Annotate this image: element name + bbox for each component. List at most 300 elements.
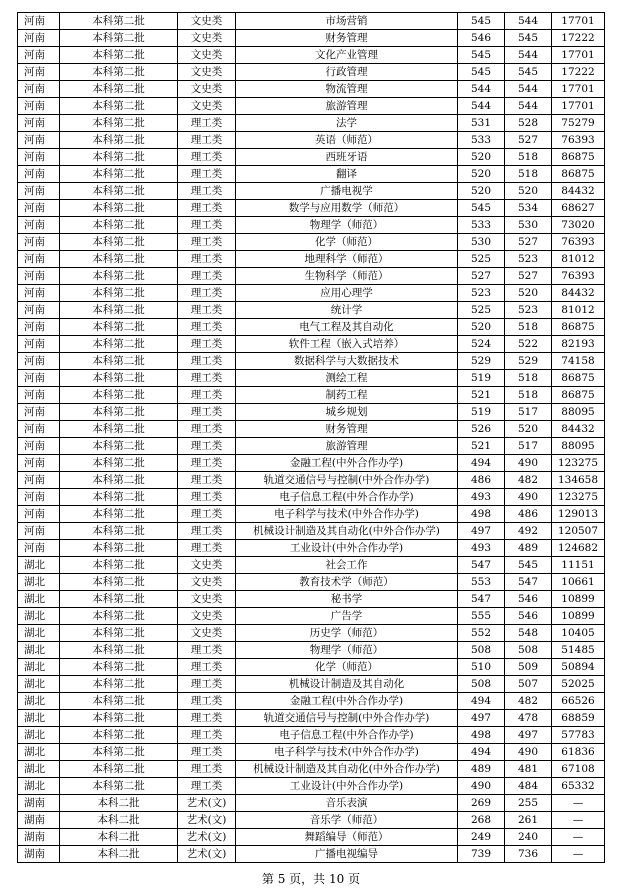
- category-cell: 理工类: [178, 387, 236, 404]
- min-score-cell: 492: [505, 523, 552, 540]
- min-score-cell: 518: [505, 370, 552, 387]
- min-score-cell: 523: [505, 251, 552, 268]
- table-row: [18, 353, 605, 370]
- max-score-cell: 498: [458, 727, 505, 744]
- max-score-cell: 545: [458, 13, 505, 30]
- max-score-cell: 525: [458, 251, 505, 268]
- batch-cell: 本科第二批: [60, 778, 178, 795]
- table-row: [18, 421, 605, 438]
- major-cell: 翻译: [236, 166, 458, 183]
- min-score-cell: 520: [505, 421, 552, 438]
- table-row: [18, 217, 605, 234]
- batch-cell: 本科第二批: [60, 166, 178, 183]
- province-cell: 河南: [18, 200, 60, 217]
- table-body: [18, 13, 605, 863]
- max-score-cell: 545: [458, 64, 505, 81]
- province-cell: 湖南: [18, 812, 60, 829]
- category-cell: 理工类: [178, 149, 236, 166]
- table-row: [18, 846, 605, 863]
- rank-cell: 84432: [552, 421, 605, 438]
- major-cell: 财务管理: [236, 30, 458, 47]
- min-score-cell: 518: [505, 166, 552, 183]
- max-score-cell: 521: [458, 438, 505, 455]
- rank-cell: 17701: [552, 81, 605, 98]
- rank-cell: 52025: [552, 676, 605, 693]
- major-cell: 数学与应用数学（师范）: [236, 200, 458, 217]
- min-score-cell: 520: [505, 183, 552, 200]
- rank-cell: 82193: [552, 336, 605, 353]
- min-score-cell: 518: [505, 149, 552, 166]
- category-cell: 文史类: [178, 30, 236, 47]
- province-cell: 湖北: [18, 761, 60, 778]
- category-cell: 艺术(文): [178, 846, 236, 863]
- max-score-cell: 521: [458, 387, 505, 404]
- max-score-cell: 555: [458, 608, 505, 625]
- batch-cell: 本科第二批: [60, 438, 178, 455]
- category-cell: 理工类: [178, 523, 236, 540]
- province-cell: 湖北: [18, 727, 60, 744]
- table-row: [18, 659, 605, 676]
- table-row: [18, 795, 605, 812]
- min-score-cell: 484: [505, 778, 552, 795]
- table-row: [18, 319, 605, 336]
- rank-cell: 50894: [552, 659, 605, 676]
- major-cell: 市场营销: [236, 13, 458, 30]
- major-cell: 金融工程(中外合作办学): [236, 455, 458, 472]
- batch-cell: 本科第二批: [60, 98, 178, 115]
- min-score-cell: 520: [505, 285, 552, 302]
- major-cell: 旅游管理: [236, 438, 458, 455]
- province-cell: 河南: [18, 47, 60, 64]
- major-cell: 城乡规划: [236, 404, 458, 421]
- category-cell: 理工类: [178, 642, 236, 659]
- major-cell: 应用心理学: [236, 285, 458, 302]
- major-cell: 音乐学（师范）: [236, 812, 458, 829]
- province-cell: 河南: [18, 523, 60, 540]
- rank-cell: 134658: [552, 472, 605, 489]
- min-score-cell: 546: [505, 591, 552, 608]
- rank-cell: 120507: [552, 523, 605, 540]
- table-row: [18, 149, 605, 166]
- table-row: [18, 625, 605, 642]
- max-score-cell: 508: [458, 642, 505, 659]
- batch-cell: 本科第二批: [60, 30, 178, 47]
- batch-cell: 本科第二批: [60, 523, 178, 540]
- max-score-cell: 497: [458, 710, 505, 727]
- category-cell: 理工类: [178, 183, 236, 200]
- max-score-cell: 493: [458, 489, 505, 506]
- province-cell: 河南: [18, 81, 60, 98]
- rank-cell: 76393: [552, 268, 605, 285]
- max-score-cell: 533: [458, 132, 505, 149]
- rank-cell: 81012: [552, 302, 605, 319]
- rank-cell: 10661: [552, 574, 605, 591]
- max-score-cell: 546: [458, 30, 505, 47]
- table-row: [18, 710, 605, 727]
- min-score-cell: 546: [505, 608, 552, 625]
- category-cell: 理工类: [178, 166, 236, 183]
- category-cell: 文史类: [178, 98, 236, 115]
- province-cell: 河南: [18, 268, 60, 285]
- rank-cell: 17701: [552, 98, 605, 115]
- province-cell: 河南: [18, 217, 60, 234]
- batch-cell: 本科第二批: [60, 183, 178, 200]
- major-cell: 社会工作: [236, 557, 458, 574]
- category-cell: 理工类: [178, 370, 236, 387]
- batch-cell: 本科第二批: [60, 251, 178, 268]
- batch-cell: 本科第二批: [60, 540, 178, 557]
- category-cell: 理工类: [178, 506, 236, 523]
- category-cell: 理工类: [178, 659, 236, 676]
- province-cell: 湖北: [18, 642, 60, 659]
- major-cell: 电子科学与技术(中外合作办学): [236, 744, 458, 761]
- province-cell: 湖北: [18, 591, 60, 608]
- min-score-cell: 545: [505, 557, 552, 574]
- major-cell: 电子科学与技术(中外合作办学): [236, 506, 458, 523]
- province-cell: 河南: [18, 438, 60, 455]
- major-cell: 文化产业管理: [236, 47, 458, 64]
- rank-cell: 88095: [552, 404, 605, 421]
- major-cell: 财务管理: [236, 421, 458, 438]
- max-score-cell: 523: [458, 285, 505, 302]
- min-score-cell: 528: [505, 115, 552, 132]
- max-score-cell: 545: [458, 47, 505, 64]
- max-score-cell: 268: [458, 812, 505, 829]
- batch-cell: 本科第二批: [60, 761, 178, 778]
- category-cell: 理工类: [178, 200, 236, 217]
- min-score-cell: 509: [505, 659, 552, 676]
- batch-cell: 本科第二批: [60, 404, 178, 421]
- rank-cell: 68859: [552, 710, 605, 727]
- max-score-cell: 524: [458, 336, 505, 353]
- rank-cell: 57783: [552, 727, 605, 744]
- batch-cell: 本科第二批: [60, 217, 178, 234]
- province-cell: 河南: [18, 30, 60, 47]
- category-cell: 理工类: [178, 710, 236, 727]
- major-cell: 行政管理: [236, 64, 458, 81]
- category-cell: 理工类: [178, 234, 236, 251]
- major-cell: 教育技术学（师范）: [236, 574, 458, 591]
- min-score-cell: 529: [505, 353, 552, 370]
- rank-cell: 66526: [552, 693, 605, 710]
- batch-cell: 本科第二批: [60, 506, 178, 523]
- province-cell: 湖南: [18, 846, 60, 863]
- max-score-cell: 519: [458, 404, 505, 421]
- category-cell: 理工类: [178, 132, 236, 149]
- min-score-cell: 507: [505, 676, 552, 693]
- table-row: [18, 285, 605, 302]
- min-score-cell: 518: [505, 319, 552, 336]
- batch-cell: 本科第二批: [60, 608, 178, 625]
- min-score-cell: 261: [505, 812, 552, 829]
- batch-cell: 本科第二批: [60, 642, 178, 659]
- max-score-cell: 547: [458, 591, 505, 608]
- province-cell: 河南: [18, 455, 60, 472]
- batch-cell: 本科第二批: [60, 200, 178, 217]
- table-row: [18, 387, 605, 404]
- major-cell: 地理科学（师范）: [236, 251, 458, 268]
- batch-cell: 本科第二批: [60, 149, 178, 166]
- province-cell: 河南: [18, 404, 60, 421]
- rank-cell: 74158: [552, 353, 605, 370]
- min-score-cell: 523: [505, 302, 552, 319]
- category-cell: 理工类: [178, 421, 236, 438]
- max-score-cell: 494: [458, 693, 505, 710]
- batch-cell: 本科第二批: [60, 574, 178, 591]
- min-score-cell: 490: [505, 455, 552, 472]
- batch-cell: 本科第二批: [60, 489, 178, 506]
- max-score-cell: 494: [458, 455, 505, 472]
- category-cell: 文史类: [178, 557, 236, 574]
- major-cell: 工业设计(中外合作办学): [236, 540, 458, 557]
- major-cell: 电子信息工程(中外合作办学): [236, 489, 458, 506]
- rank-cell: 17222: [552, 64, 605, 81]
- max-score-cell: 552: [458, 625, 505, 642]
- max-score-cell: 530: [458, 234, 505, 251]
- batch-cell: 本科第二批: [60, 591, 178, 608]
- min-score-cell: 497: [505, 727, 552, 744]
- max-score-cell: 529: [458, 353, 505, 370]
- province-cell: 河南: [18, 540, 60, 557]
- max-score-cell: 494: [458, 744, 505, 761]
- max-score-cell: 493: [458, 540, 505, 557]
- table-row: [18, 268, 605, 285]
- major-cell: 制药工程: [236, 387, 458, 404]
- rank-cell: 10899: [552, 608, 605, 625]
- rank-cell: 124682: [552, 540, 605, 557]
- batch-cell: 本科第二批: [60, 693, 178, 710]
- province-cell: 河南: [18, 302, 60, 319]
- province-cell: 湖北: [18, 778, 60, 795]
- province-cell: 河南: [18, 183, 60, 200]
- major-cell: 法学: [236, 115, 458, 132]
- batch-cell: 本科第二批: [60, 744, 178, 761]
- batch-cell: 本科第二批: [60, 710, 178, 727]
- max-score-cell: 520: [458, 319, 505, 336]
- table-row: [18, 744, 605, 761]
- rank-cell: 67108: [552, 761, 605, 778]
- category-cell: 理工类: [178, 404, 236, 421]
- max-score-cell: 520: [458, 166, 505, 183]
- table-row: [18, 30, 605, 47]
- major-cell: 机械设计制造及其自动化(中外合作办学): [236, 761, 458, 778]
- major-cell: 英语（师范）: [236, 132, 458, 149]
- max-score-cell: 544: [458, 81, 505, 98]
- category-cell: 理工类: [178, 744, 236, 761]
- min-score-cell: 486: [505, 506, 552, 523]
- min-score-cell: 482: [505, 472, 552, 489]
- rank-cell: —: [552, 812, 605, 829]
- province-cell: 河南: [18, 336, 60, 353]
- category-cell: 艺术(文): [178, 829, 236, 846]
- category-cell: 理工类: [178, 676, 236, 693]
- min-score-cell: 548: [505, 625, 552, 642]
- min-score-cell: 518: [505, 387, 552, 404]
- province-cell: 河南: [18, 234, 60, 251]
- rank-cell: 86875: [552, 319, 605, 336]
- min-score-cell: 547: [505, 574, 552, 591]
- province-cell: 河南: [18, 472, 60, 489]
- table-row: [18, 829, 605, 846]
- rank-cell: —: [552, 829, 605, 846]
- table-row: [18, 472, 605, 489]
- batch-cell: 本科第二批: [60, 336, 178, 353]
- max-score-cell: 527: [458, 268, 505, 285]
- province-cell: 河南: [18, 370, 60, 387]
- rank-cell: 10899: [552, 591, 605, 608]
- province-cell: 湖北: [18, 693, 60, 710]
- major-cell: 舞蹈编导（师范）: [236, 829, 458, 846]
- table-row: [18, 676, 605, 693]
- table-row: [18, 591, 605, 608]
- table-row: [18, 642, 605, 659]
- min-score-cell: 482: [505, 693, 552, 710]
- table-row: [18, 115, 605, 132]
- rank-cell: 73020: [552, 217, 605, 234]
- min-score-cell: 736: [505, 846, 552, 863]
- max-score-cell: 545: [458, 200, 505, 217]
- batch-cell: 本科第二批: [60, 727, 178, 744]
- table-row: [18, 778, 605, 795]
- province-cell: 湖南: [18, 795, 60, 812]
- major-cell: 化学（师范）: [236, 659, 458, 676]
- max-score-cell: 510: [458, 659, 505, 676]
- province-cell: 河南: [18, 387, 60, 404]
- category-cell: 理工类: [178, 217, 236, 234]
- major-cell: 机械设计制造及其自动化: [236, 676, 458, 693]
- category-cell: 艺术(文): [178, 812, 236, 829]
- category-cell: 理工类: [178, 540, 236, 557]
- rank-cell: 88095: [552, 438, 605, 455]
- batch-cell: 本科二批: [60, 846, 178, 863]
- category-cell: 理工类: [178, 251, 236, 268]
- major-cell: 电气工程及其自动化: [236, 319, 458, 336]
- province-cell: 河南: [18, 98, 60, 115]
- batch-cell: 本科第二批: [60, 370, 178, 387]
- rank-cell: 123275: [552, 455, 605, 472]
- category-cell: 理工类: [178, 353, 236, 370]
- rank-cell: 84432: [552, 183, 605, 200]
- category-cell: 理工类: [178, 693, 236, 710]
- rank-cell: 81012: [552, 251, 605, 268]
- category-cell: 理工类: [178, 302, 236, 319]
- rank-cell: 75279: [552, 115, 605, 132]
- max-score-cell: 533: [458, 217, 505, 234]
- category-cell: 文史类: [178, 591, 236, 608]
- major-cell: 广告学: [236, 608, 458, 625]
- rank-cell: —: [552, 795, 605, 812]
- batch-cell: 本科第二批: [60, 234, 178, 251]
- table-row: [18, 727, 605, 744]
- major-cell: 工业设计(中外合作办学): [236, 778, 458, 795]
- min-score-cell: 517: [505, 438, 552, 455]
- batch-cell: 本科第二批: [60, 625, 178, 642]
- province-cell: 湖北: [18, 659, 60, 676]
- category-cell: 理工类: [178, 285, 236, 302]
- major-cell: 物理学（师范）: [236, 217, 458, 234]
- major-cell: 测绘工程: [236, 370, 458, 387]
- rank-cell: 129013: [552, 506, 605, 523]
- major-cell: 音乐表演: [236, 795, 458, 812]
- table-row: [18, 693, 605, 710]
- rank-cell: 84432: [552, 285, 605, 302]
- category-cell: 艺术(文): [178, 795, 236, 812]
- min-score-cell: 517: [505, 404, 552, 421]
- major-cell: 物流管理: [236, 81, 458, 98]
- max-score-cell: 508: [458, 676, 505, 693]
- batch-cell: 本科第二批: [60, 64, 178, 81]
- rank-cell: 68627: [552, 200, 605, 217]
- max-score-cell: 490: [458, 778, 505, 795]
- rank-cell: 10405: [552, 625, 605, 642]
- min-score-cell: 522: [505, 336, 552, 353]
- rank-cell: 65332: [552, 778, 605, 795]
- province-cell: 河南: [18, 251, 60, 268]
- table-row: [18, 812, 605, 829]
- province-cell: 河南: [18, 421, 60, 438]
- min-score-cell: 545: [505, 64, 552, 81]
- admission-score-table: [17, 12, 605, 863]
- table-row: [18, 761, 605, 778]
- min-score-cell: 530: [505, 217, 552, 234]
- batch-cell: 本科第二批: [60, 81, 178, 98]
- batch-cell: 本科第二批: [60, 13, 178, 30]
- rank-cell: 86875: [552, 370, 605, 387]
- table-row: [18, 455, 605, 472]
- rank-cell: 17222: [552, 30, 605, 47]
- min-score-cell: 490: [505, 744, 552, 761]
- rank-cell: 76393: [552, 234, 605, 251]
- table-row: [18, 13, 605, 30]
- category-cell: 文史类: [178, 625, 236, 642]
- table-row: [18, 81, 605, 98]
- table-row: [18, 574, 605, 591]
- province-cell: 湖北: [18, 557, 60, 574]
- province-cell: 湖北: [18, 625, 60, 642]
- rank-cell: 61836: [552, 744, 605, 761]
- table-row: [18, 183, 605, 200]
- min-score-cell: 527: [505, 234, 552, 251]
- rank-cell: —: [552, 846, 605, 863]
- max-score-cell: 531: [458, 115, 505, 132]
- rank-cell: 123275: [552, 489, 605, 506]
- rank-cell: 17701: [552, 47, 605, 64]
- category-cell: 理工类: [178, 489, 236, 506]
- max-score-cell: 553: [458, 574, 505, 591]
- table-row: [18, 336, 605, 353]
- max-score-cell: 526: [458, 421, 505, 438]
- table-row: [18, 251, 605, 268]
- table-row: [18, 370, 605, 387]
- province-cell: 河南: [18, 285, 60, 302]
- max-score-cell: 544: [458, 98, 505, 115]
- batch-cell: 本科第二批: [60, 115, 178, 132]
- batch-cell: 本科第二批: [60, 268, 178, 285]
- category-cell: 理工类: [178, 336, 236, 353]
- table-row: [18, 557, 605, 574]
- max-score-cell: 249: [458, 829, 505, 846]
- category-cell: 文史类: [178, 574, 236, 591]
- table-row: [18, 540, 605, 557]
- batch-cell: 本科二批: [60, 829, 178, 846]
- province-cell: 湖南: [18, 829, 60, 846]
- rank-cell: 76393: [552, 132, 605, 149]
- max-score-cell: 520: [458, 149, 505, 166]
- province-cell: 湖北: [18, 574, 60, 591]
- province-cell: 湖北: [18, 676, 60, 693]
- province-cell: 湖北: [18, 710, 60, 727]
- major-cell: 生物科学（师范）: [236, 268, 458, 285]
